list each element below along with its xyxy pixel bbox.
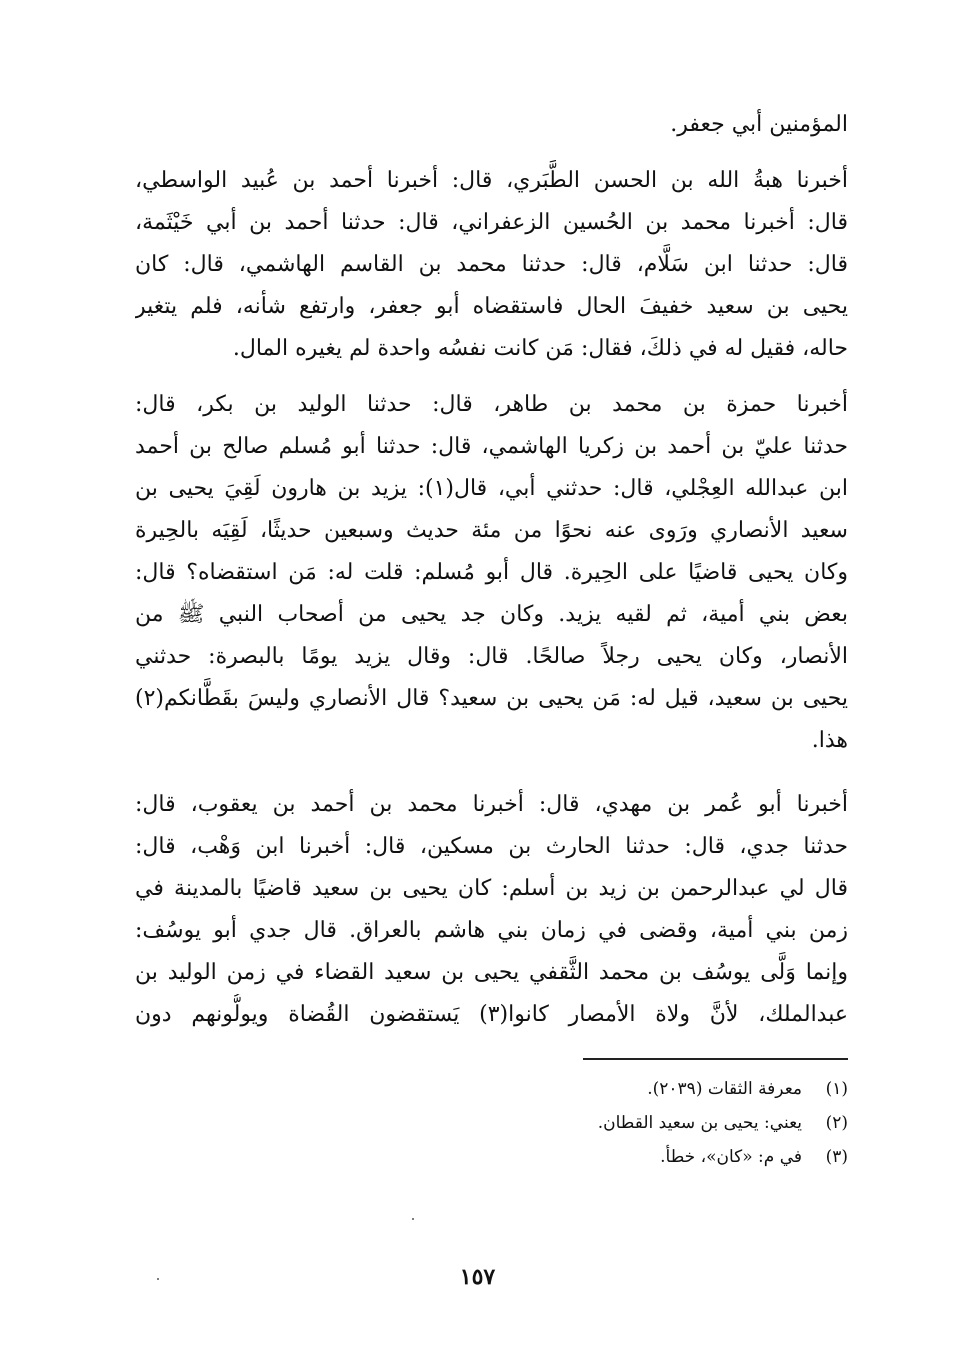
paragraph-line: حدثنا جدي، قال: حدثنا الحارث بن مسكين، قال: أخبرنا ابن وَهْب، قال: [135, 834, 848, 859]
paragraph-line: وكان يحيى قاضيًا على الحِيرة. قال أبو مُسلم: قلت له: مَن استقضاه؟ قال: [135, 560, 848, 585]
paragraph-line: أخبرنا أبو عُمر بن مهدي، قال: أخبرنا محمد بن أحمد بن يعقوب، قال: [135, 792, 848, 817]
paragraph-line: يحيى بن سعيد خفيفَ الحال فاستقضاه أبو جعفر، وارتفع شأنه، فلم يتغير [135, 294, 848, 319]
paragraph-line: زمن بني أمية، وقضى في زمان بني هاشم بالعراق. قال جدي أبو يوسُف: [135, 918, 848, 943]
footnote-number: (٣) [825, 1147, 848, 1167]
footnote-item [440, 1072, 848, 1106]
footnote-number: (٢) [825, 1113, 848, 1133]
paragraph-line: أخبرنا هبةُ الله بن الحسن الطَّبَري، قال: أخبرنا أحمد بن عُبيد الواسطي، [135, 168, 848, 193]
paragraph-line: أخبرنا حمزة بن محمد بن طاهر، قال: حدثنا الوليد بن بكر، قال: [135, 392, 848, 417]
paragraph-line: عبدالملك، لأنَّ ولاة الأمصار كانوا(٣) يَستقضون القُضاة ويولُّونهم دون [135, 1002, 848, 1027]
header-text-block [135, 104, 848, 146]
scan-speck [412, 1218, 414, 1220]
header-line: المؤمنين أبي جعفر. [670, 112, 848, 137]
footnote-text: معرفة الثقات (٢٠٣٩). [647, 1079, 802, 1099]
paragraph-line: يحيى بن سعيد، قيل له: مَن يحيى بن سعيد؟ قال الأنصاري وليسَ بقَطَّانكم(٢) [135, 686, 848, 711]
paragraph-line: هذا. [811, 728, 848, 753]
footnote-separator [583, 1058, 848, 1060]
footnotes [440, 1072, 848, 1174]
footnote-text: يعني: يحيى بن سعيد القطان. [597, 1113, 802, 1133]
paragraph-1 [135, 160, 848, 370]
paragraph-line: حاله، فقيل له في ذلكَ، فقال: مَن كانت نفسُه واحدة لم يغيره المال. [232, 336, 848, 361]
paragraph-line: حدثنا عليّ بن أحمد بن زكريا الهاشمي، قال: حدثنا أبو مُسلم صالح بن أحمد [135, 434, 848, 459]
paragraph-line: قال: أخبرنا محمد بن الحُسين الزعفراني، قال: حدثنا أحمد بن أبي خَيْثَمة، [135, 210, 848, 235]
paragraph-line: قال: حدثنا ابن سَلَّام، قال: حدثنا محمد بن القاسم الهاشمي، قال: كان [135, 252, 848, 277]
paragraph-3 [135, 784, 848, 1036]
page-number: ١٥٧ [459, 1264, 496, 1290]
paragraph-2 [135, 384, 848, 762]
paragraph-line: سعيد الأنصاري ورَوى عنه نحوًا من مئة حديث وسبعين حديثًا، لَقِيَه بالحِيرة [135, 518, 848, 543]
paragraph-line: الأنصار، وكان يحيى رجلاً صالحًا. قال: وقال يزيد يومًا بالبصرة: حدثني [135, 644, 848, 669]
footnote-item [440, 1106, 848, 1140]
footnote-text: في م: «كان»، خطأ. [660, 1147, 802, 1167]
paragraph-line: ابن عبدالله العِجْلي، قال: حدثني أبي، قال(١): يزيد بن هارون لَقِيَ يحيى بن [135, 476, 848, 501]
paragraph-line: وإنما وَلَّى يوسُف بن محمد الثَّقفي يحيى بن سعيد القضاء في زمن الوليد بن [135, 960, 848, 985]
footnote-item [440, 1140, 848, 1174]
footnote-number: (١) [825, 1079, 848, 1099]
paragraph-line: بعض بني أمية، ثم لقيه يزيد. وكان جد يحيى من أصحاب النبي ﷺ من [135, 602, 848, 627]
paragraph-line: قال لي عبدالرحمن بن زيد بن أسلم: كان يحيى بن سعيد قاضيًا بالمدينة في [135, 876, 848, 901]
